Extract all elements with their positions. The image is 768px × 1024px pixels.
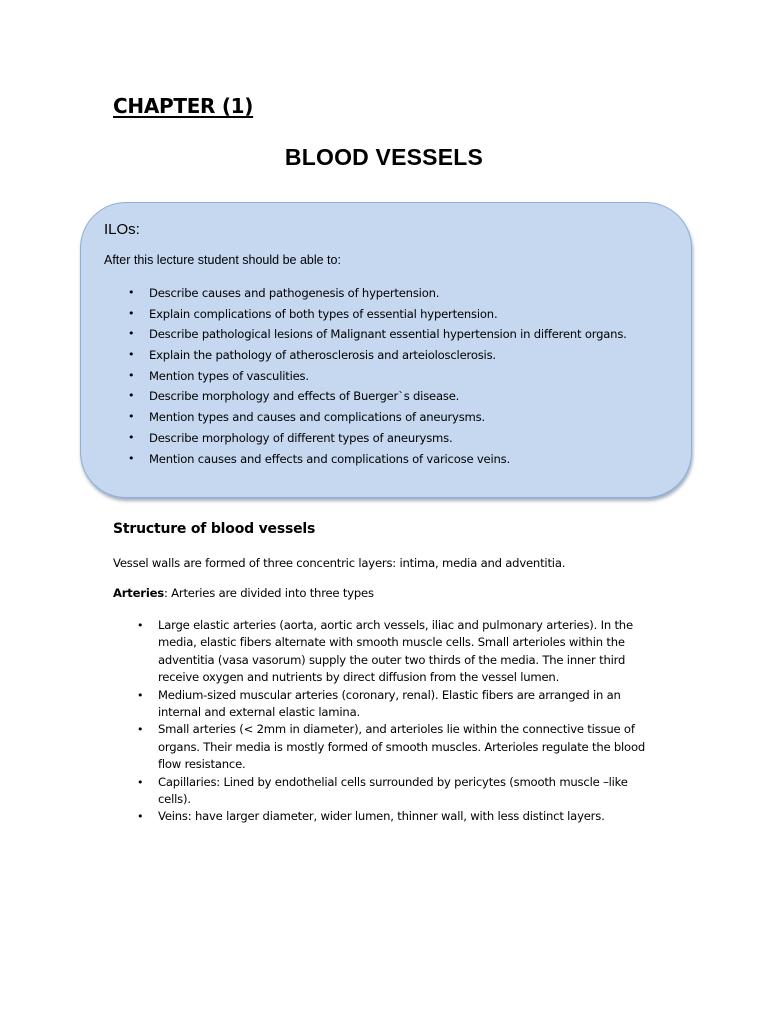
list-item: [134, 617, 654, 687]
ilo-item-text: Explain complications of both types of essential hypertension.: [149, 306, 498, 321]
ilo-item: [125, 306, 627, 327]
ilo-item: [125, 409, 627, 430]
arteries-paragraph: [113, 586, 374, 600]
bullet-icon: •: [137, 810, 144, 824]
bullet-icon: •: [128, 327, 135, 341]
list-item-line: Medium-sized muscular arteries (coronary, renal). Elastic fibers are arranged in an: [158, 687, 621, 702]
ilo-item-text: Describe morphology of different types of aneurysms.: [149, 430, 453, 445]
bullet-icon: •: [128, 286, 135, 299]
ilo-item: [125, 326, 627, 347]
ilo-item-text: Describe pathological lesions of Malignant essential hypertension in different organs.: [149, 327, 627, 342]
list-item-line: organs. Their media is mostly formed of smooth muscles. Arterioles regulate the blood: [158, 739, 646, 754]
ilo-item: [125, 285, 627, 306]
list-item-line: media, elastic fibers alternate with smooth muscle cells. Small arterioles within the: [158, 635, 625, 650]
ilo-item-text: Explain the pathology of atherosclerosis and arteiolosclerosis.: [149, 348, 496, 363]
chapter-heading: CHAPTER (1): [113, 94, 254, 118]
ilo-item: [125, 368, 627, 389]
bullet-icon: •: [137, 723, 144, 737]
list-item: [134, 774, 654, 809]
bullet-icon: •: [128, 430, 135, 444]
arteries-text: : Arteries are divided into three types: [163, 586, 374, 600]
list-item: [134, 721, 654, 773]
list-item-line: Large elastic arteries (aorta, aortic arch vessels, iliac and pulmonary arteries). In the: [158, 618, 633, 632]
section-heading: Structure of blood vessels: [113, 521, 316, 537]
document-title: BLOOD VESSELS: [284, 144, 484, 170]
ilo-box: [80, 202, 692, 498]
list-item-line: Small arteries (< 2mm in diameter), and arterioles lie within the connective tissue of: [158, 722, 635, 737]
list-item: [134, 808, 654, 825]
bullet-icon: •: [128, 306, 135, 320]
ilo-item: [125, 451, 627, 472]
bullet-icon: •: [128, 368, 135, 382]
bullet-icon: •: [137, 775, 144, 789]
ilo-heading: ILOs:: [104, 221, 140, 238]
ilo-item: [125, 347, 627, 368]
ilo-item-text: Describe morphology and effects of Buerger`s disease.: [149, 389, 460, 404]
ilo-item-text: Describe causes and pathogenesis of hypertension.: [149, 286, 440, 300]
list-item-line: internal and external elastic lamina.: [158, 705, 360, 720]
ilo-intro: After this lecture student should be able to:: [104, 253, 341, 267]
bullet-icon: •: [128, 389, 135, 403]
ilo-list: [125, 285, 627, 471]
bullet-icon: •: [137, 688, 144, 702]
list-item-line: Veins: have larger diameter, wider lumen, thinner wall, with less distinct layers.: [158, 809, 605, 824]
list-item-line: flow resistance.: [158, 757, 246, 772]
list-item-line: adventitia (vasa vasorum) supply the outer two thirds of the media. The inner third: [158, 652, 626, 667]
bullet-icon: •: [137, 619, 144, 632]
vessel-walls-paragraph: Vessel walls are formed of three concentric layers: intima, media and adventitia.: [113, 556, 566, 570]
list-item-line: cells).: [158, 792, 191, 807]
list-item-line: Capillaries: Lined by endothelial cells surrounded by pericytes (smooth muscle –like: [158, 774, 628, 789]
arteries-label: Arteries: [113, 586, 164, 600]
list-item: [134, 687, 654, 722]
artery-types-list: [134, 617, 654, 826]
list-item-line: receive oxygen and nutrients by direct diffusion from the vessel lumen.: [158, 670, 560, 685]
bullet-icon: •: [128, 451, 135, 465]
bullet-icon: •: [128, 410, 135, 424]
ilo-item-text: Mention types and causes and complications of aneurysms.: [149, 410, 485, 425]
ilo-item: [125, 430, 627, 451]
ilo-item-text: Mention types of vasculities.: [149, 368, 309, 383]
ilo-item-text: Mention causes and effects and complications of varicose veins.: [149, 451, 510, 466]
bullet-icon: •: [128, 348, 135, 362]
ilo-item: [125, 388, 627, 409]
